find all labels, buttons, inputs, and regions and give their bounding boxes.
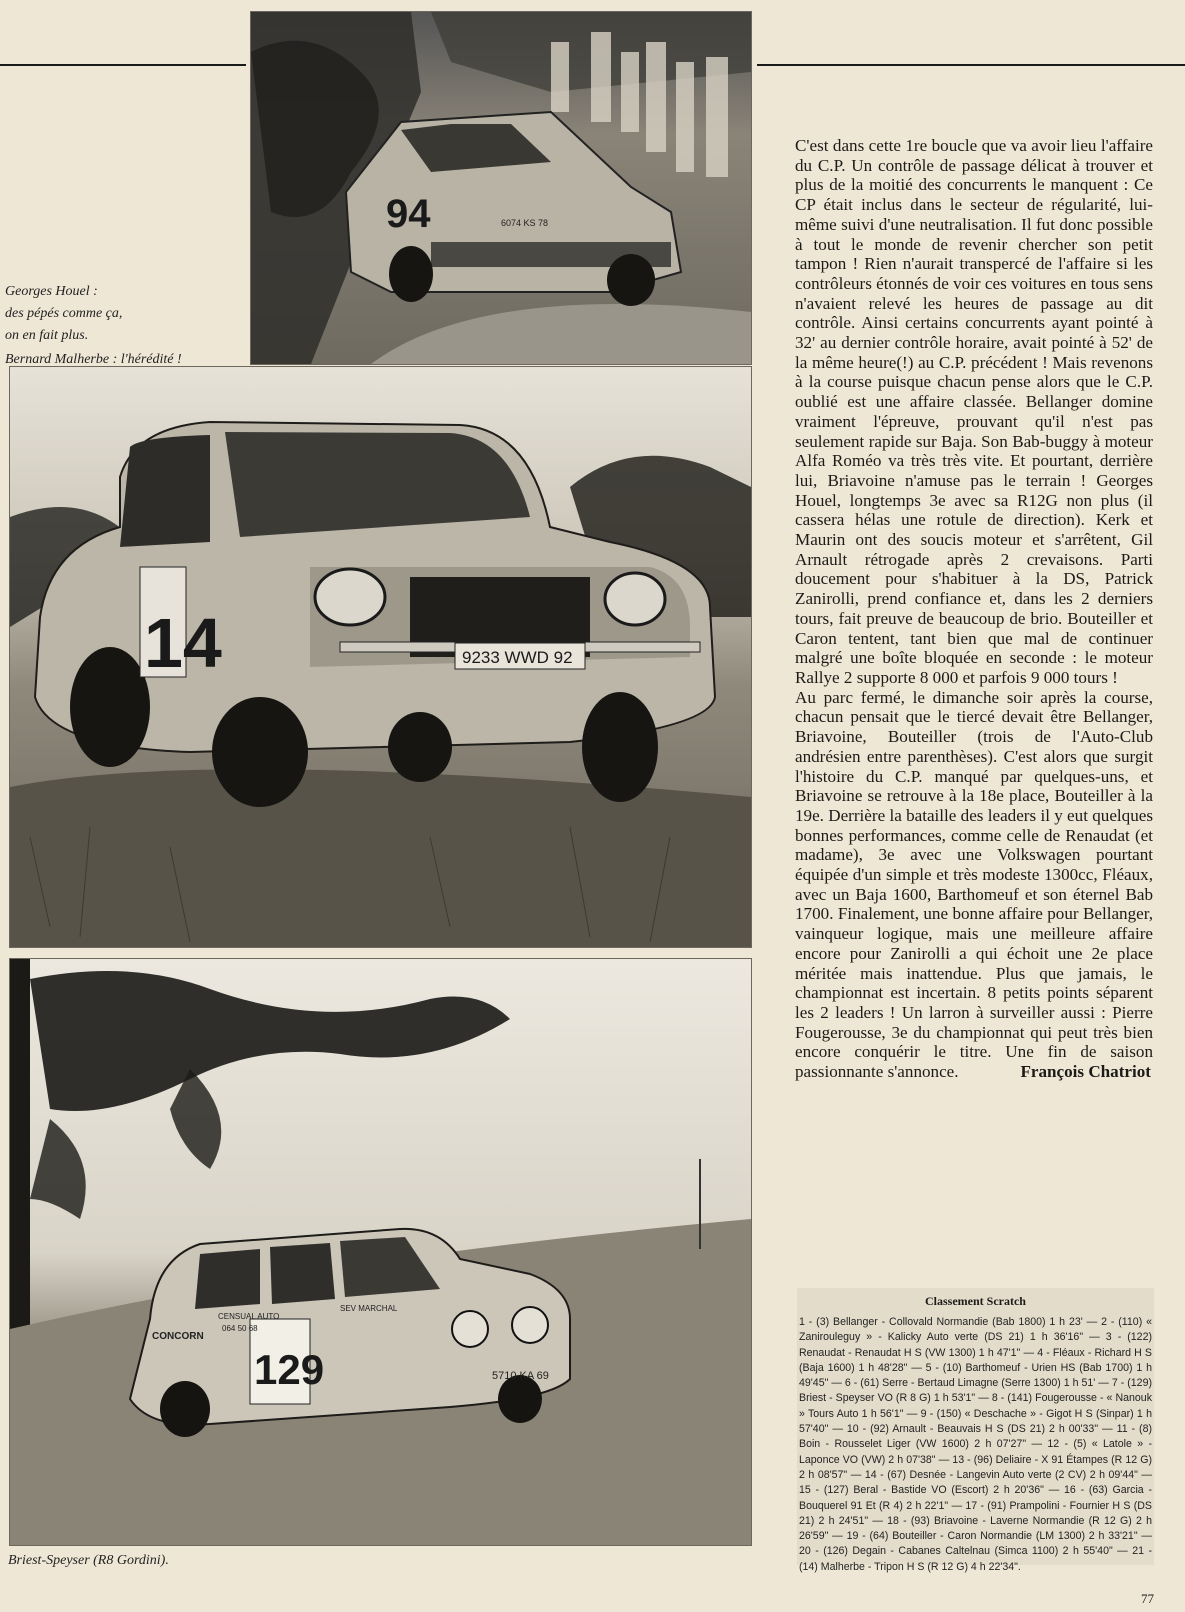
caption-briest: Briest-Speyser (R8 Gordini). bbox=[8, 1553, 169, 1568]
bottom-sticker-3: 064 50 68 bbox=[222, 1324, 258, 1333]
photo-briest bbox=[9, 958, 752, 1546]
bottom-sticker-4: SEV MARCHAL bbox=[340, 1304, 398, 1313]
caption-houel-line2: des pépés comme ça, bbox=[5, 306, 123, 321]
article-paragraph-2 bbox=[795, 688, 1153, 1082]
bottom-sticker-2: CENSUAL AUTO bbox=[218, 1312, 280, 1321]
bottom-sticker-1: CONCORN bbox=[152, 1331, 204, 1342]
bottom-car-number: 129 bbox=[254, 1346, 325, 1393]
caption-malherbe: Bernard Malherbe : l'hérédité ! bbox=[5, 352, 182, 367]
caption-houel-line3: on en fait plus. bbox=[5, 328, 89, 343]
photo-malherbe bbox=[9, 366, 752, 948]
photo-malherbe-image bbox=[10, 367, 751, 947]
page-number: 77 bbox=[1141, 1591, 1154, 1606]
results-box bbox=[797, 1288, 1154, 1573]
photo-houel-image bbox=[251, 12, 751, 364]
photo-briest-image bbox=[10, 959, 751, 1545]
top-car-number: 94 bbox=[386, 192, 431, 236]
middle-car-number: 14 bbox=[144, 604, 222, 682]
article-paragraph-1: C'est dans cette 1re boucle que va avoir lieu l'affaire du C.P. Un contrôle de passage délicat à trouver et plus de la moitié des concurrents le manquent : Ce CP était inclus dans le secteur de régularité, lui-même suivi d'une neutralisation. Il fut donc possible à tout le monde de revenir chercher son petit tampon ! Rien n'aurait transpercé de l'affaire si les contrôleurs étonnés de voir ces voitures en tous sens n'avaient relevé les heures de passage au dit contrôle. Ainsi certains concurrents ayant pointé à 32' au dernier contrôle horaire, avait pointé à 52' de la même heure(!) au C.P. précédent ! Mais revenons à la course puisque chacun pense alors que le C.P. oublié est une affaire classée. Bellanger domine vraiment l'épreuve, prouvant qu'il n'est pas seulement rapide sur Baja. Son Bab-buggy à moteur Alfa Roméo va très très vite. Et pourtant, derrière lui, Briavoine n'amuse pas le terrain ! Georges Houel, longtemps 3e avec sa R12G non plus (il cassera hélas une rotule de direction). Kerk et Maurin ont des soucis moteur et s'arrêtent, Gil Arnault rétrogade après 2 crevaisons. Parti doucement pour s'habituer à la DS, Patrick Zanirolli, prend confiance et, dans les 2 derniers tours, fait preuve de beaucoup de brio. Bouteiller et Caron tentent, tant bien que mal de continuer malgré une boîte bloquée en seconde : le moteur Rallye 2 supporte 8 000 et parfois 9 000 tours ! bbox=[795, 136, 1153, 687]
photo-houel bbox=[250, 11, 752, 365]
middle-car-plate: 9233 WWD 92 bbox=[462, 648, 573, 667]
caption-houel bbox=[5, 281, 235, 347]
article-paragraph-2-text: Au parc fermé, le dimanche soir après la course, chacun pensait que le tiercé devait être Bellanger, Briavoine, Bouteiller (trois de l'Auto-Club andrésien entre parenthèses). C'est alors que surgit l'histoire du C.P. manqué par quelques-uns, et Briavoine se retrouve à la 18e place, Bouteiller à la 19e. Derrière la bataille des leaders il y eut quelques bonnes performances, comme celle de Renaudat (et madame), 3e avec une Volkswagen pourtant équipée d'un simple et très modeste 1300cc, Fléaux, avec un Baja 1600, Barthomeuf et son éternel Bab 1700. Finalement, une bonne affaire pour Bellanger, vainqueur logique, mais une meilleure affaire encore pour Zanirolli a qui échoit une 2e place méritée mais inattendue. Plus que jamais, le championnat est incertain. 8 petits points séparent les 2 leaders ! Un larron à surveiller aussi : Pierre Fougerousse, 3e du championnat qui peut très bien encore conquérir le titre. Une fin de saison passionnante s'annonce. bbox=[795, 687, 1153, 1082]
article-body bbox=[795, 136, 1153, 1082]
caption-houel-line1: Georges Houel : bbox=[5, 284, 98, 299]
results-title: Classement Scratch bbox=[925, 1294, 1026, 1308]
header-rule-left bbox=[0, 64, 246, 66]
bottom-car-plate: 5710 KA 69 bbox=[492, 1370, 549, 1382]
article-signature: François Chatriot bbox=[1020, 1062, 1151, 1082]
header-rule-right bbox=[757, 64, 1185, 66]
results-text: 1 - (3) Bellanger - Collovald Normandie (Bab 1800) 1 h 23' — 2 - (110) « Zanirouleguy » - Kalicky Auto verte (DS 21) 1 h 36'16" — 3 - (122) Renaudat - Renaudat H S (VW 1300) 1 h 47'1" — 4 - Fléaux - Richard H S (Baja 1600) 1 h 48'28" — 5 - (10) Barthomeuf - Urien HS (Bab 1700) 1 h 49'45" — 6 - (61) Serre - Bertaud Limagne (Serre 1300) 1 h 51' — 7 - (129) Briest - Speyser VO (R 8 G) 1 h 53'1" — 8 - (141) Fougerousse - « Nanouk » Tours Auto 1 h 56'1" — 9 - (150) « Deschache » - Gigot H S (Sinpar) 1 h 57'40" — 10 - (92) Arnault - Beauvais H S (DS 21) 2 h 00'33" — 11 - (8) Boin - Rousselet Liger (VW 1600) 2 h 07'27" — 12 - (5) « Latole » - Laponce VO (VW) 2 h 07'38" — 13 - (96) Deliaire - X 91 Étampes (R 12 G) 2 h 08'57" — 14 - (67) Desnée - Langevin Auto verte (2 CV) 2 h 09'44" — 15 - (127) Beral - Bastide VO (Escort) 2 h 20'36" — 16 - (63) Garcia - Bouquerel 91 Et (R 4) 2 h 22'1" — 17 - (91) Prampolini - Fournier H S (DS 21) 2 h 24'51" — 18 - (93) Briavoine - Laverne Normandie (R 12 G) 2 h 26'59" — 19 - (64) Bouteiller - Caron Normandie (LM 1300) 2 h 33'21" — 20 - (126) Degain - Cabanes Caltelnau (Simca 1100) 2 h 55'40" — 21 - (14) Malherbe - Tripon H S (R 12 G) 4 h 22'34". bbox=[799, 1316, 1152, 1573]
top-car-plate: 6074 KS 78 bbox=[501, 218, 549, 228]
